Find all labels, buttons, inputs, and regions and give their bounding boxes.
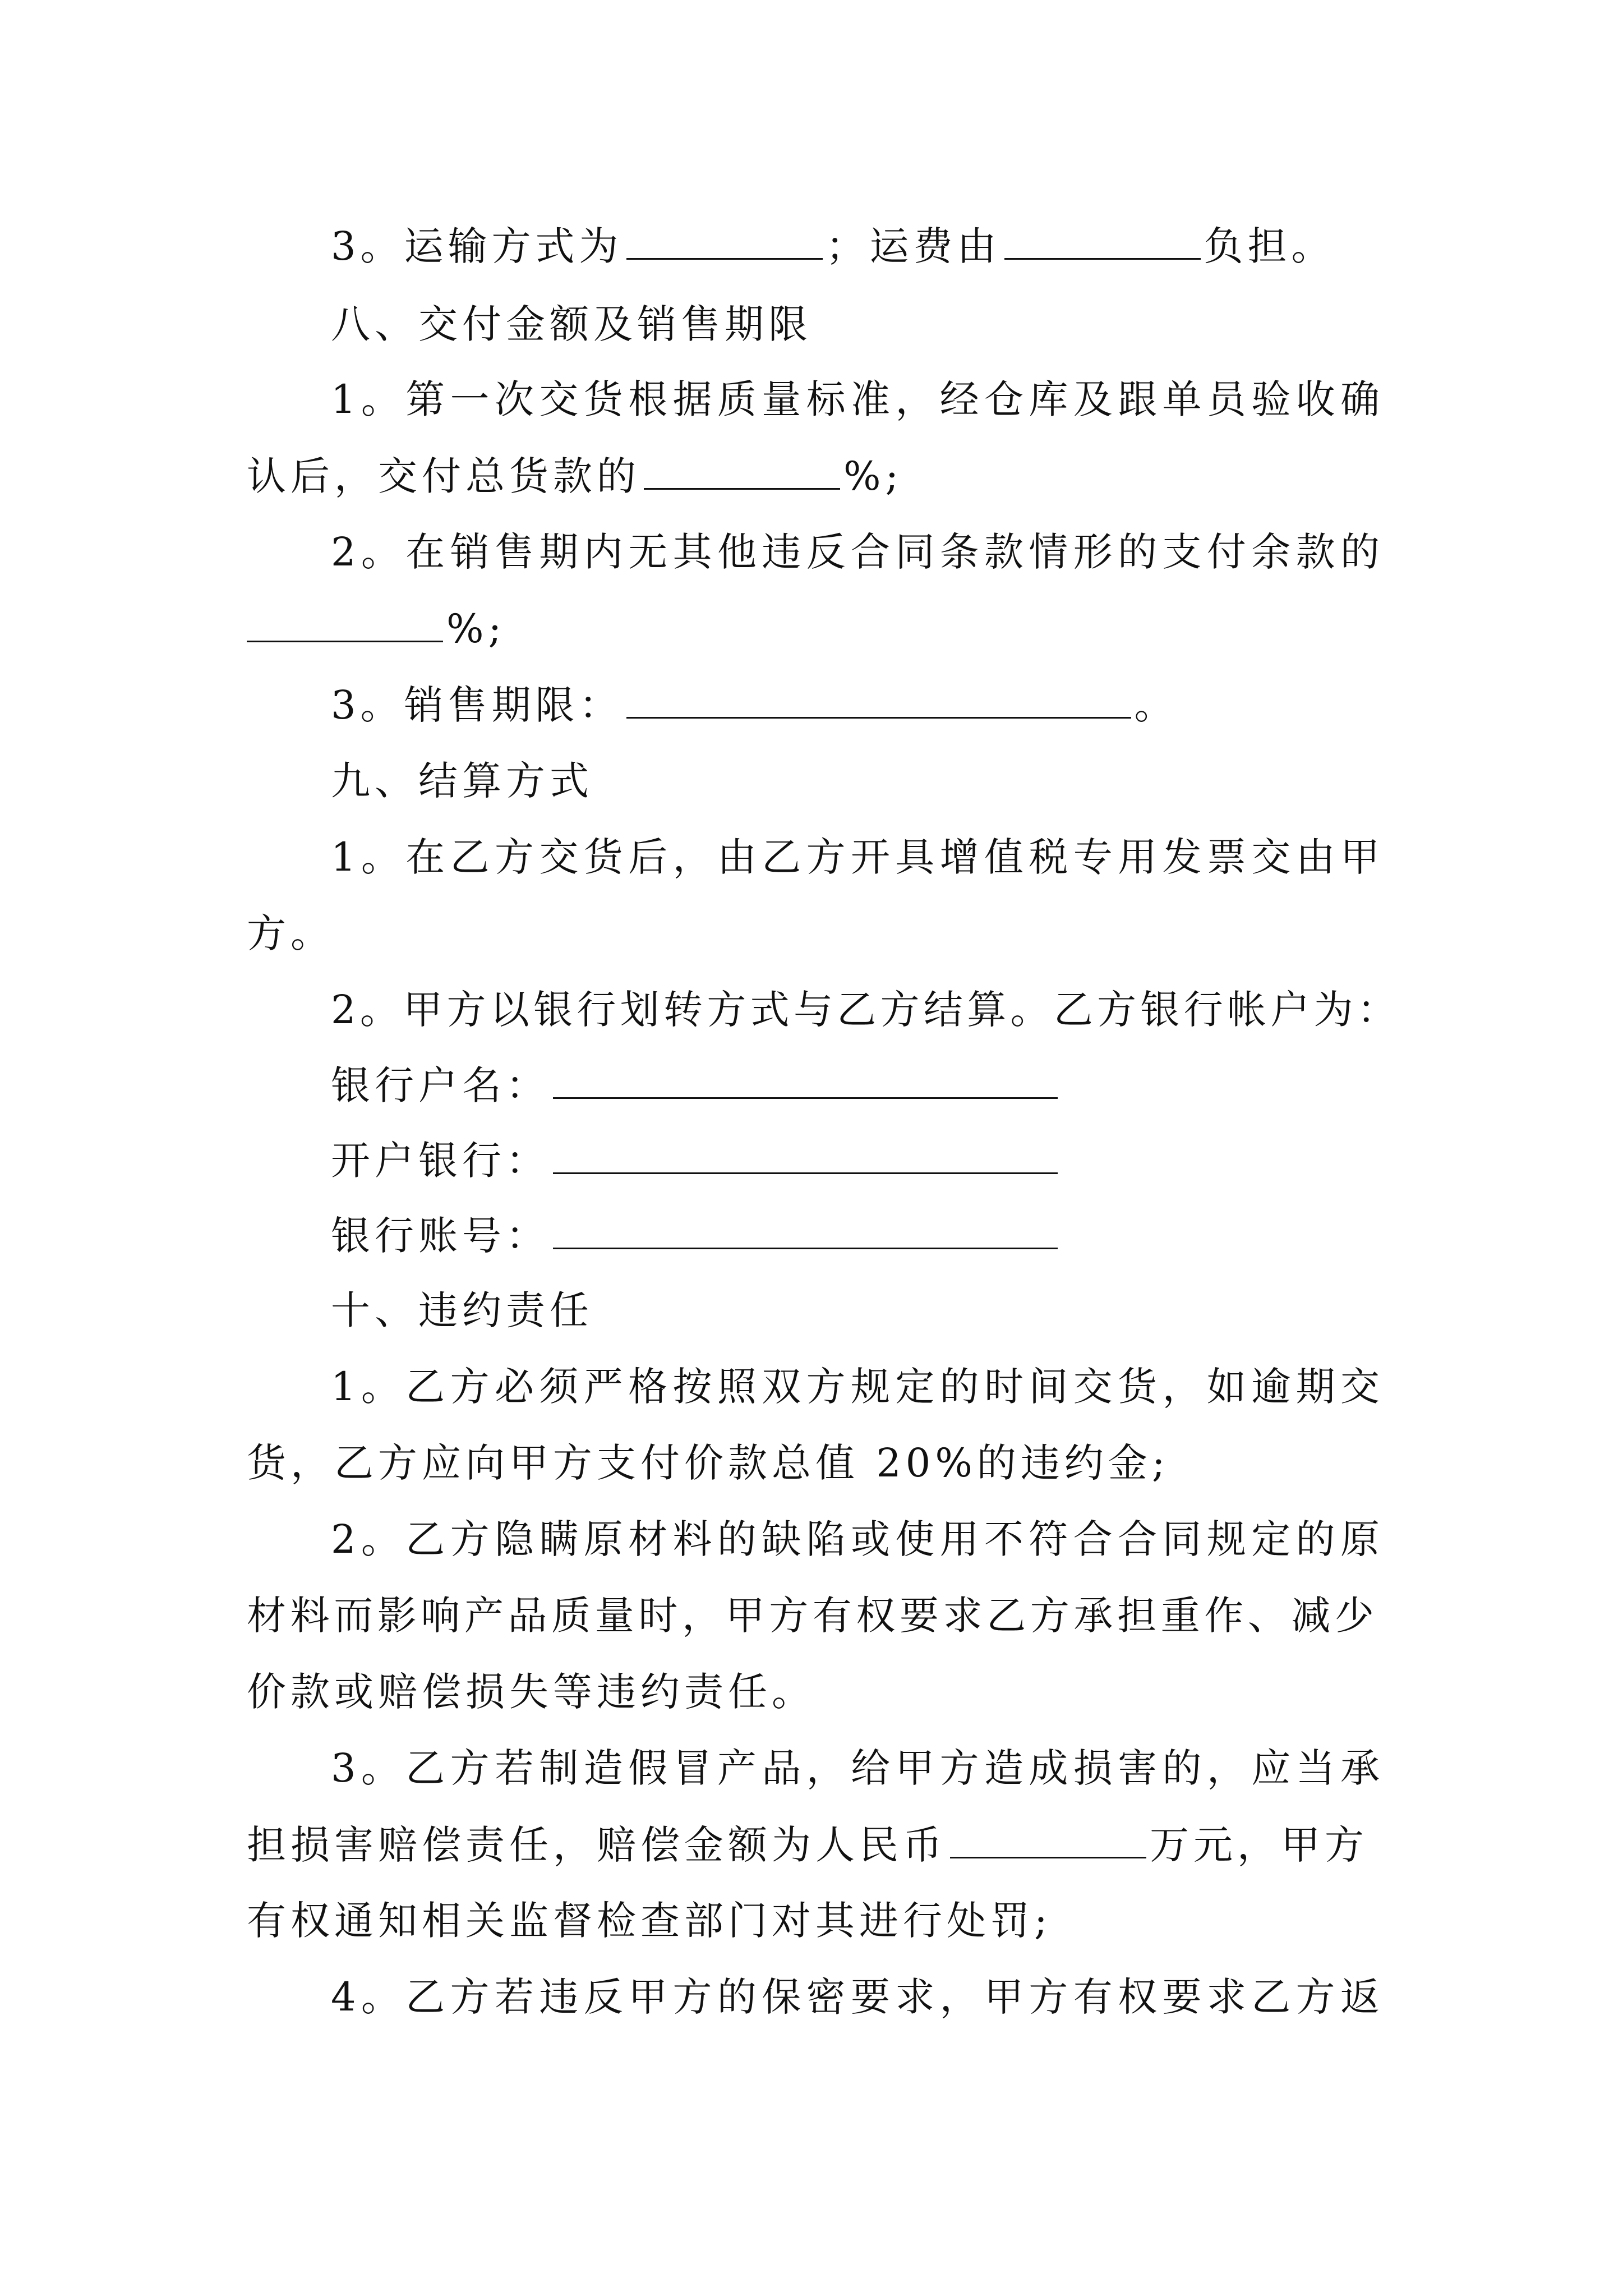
clause-8-2-line-2: %; xyxy=(247,606,506,651)
clause-10-3-line-2: 担损害赔偿责任，赔偿金额为人民币 万元，甲方 xyxy=(247,1822,1368,1868)
transport-method-blank xyxy=(626,223,823,260)
section-9-heading: 九、结算方式 xyxy=(331,758,593,804)
clause-10-3-line-1: 3。乙方若制造假冒产品，给甲方造成损害的，应当承 xyxy=(331,1745,1380,1791)
clause-9-2: 2。甲方以银行划转方式与乙方结算。乙方银行帐户为： xyxy=(331,987,1396,1033)
clause-10-2-line-3: 价款或赔偿损失等违约责任。 xyxy=(247,1669,815,1715)
clause-8-1-line-2: 认后，交付总货款的 %; xyxy=(247,453,903,499)
clause-7-3-transport: 3。运输方式为 ；运费由 负担。 xyxy=(331,223,1335,269)
clause-8-2-line-1: 2。在销售期内无其他违反合同条款情形的支付余款的 xyxy=(331,529,1380,575)
clause-10-4-line-1: 4。乙方若违反甲方的保密要求，甲方有权要求乙方返 xyxy=(331,1974,1380,2020)
section-8-heading: 八、交付金额及销售期限 xyxy=(331,301,812,347)
sales-period-blank xyxy=(626,682,1131,719)
balance-percent-blank xyxy=(247,606,443,642)
opening-bank-blank xyxy=(553,1138,1058,1174)
clause-10-1-line-1: 1。乙方必须严格按照双方规定的时间交货，如逾期交 xyxy=(331,1364,1380,1410)
bank-account-name-blank xyxy=(553,1062,1058,1099)
clause-9-1-line-2: 方。 xyxy=(247,910,334,956)
bank-account-number-blank xyxy=(553,1213,1058,1249)
clause-9-1-line-1: 1。在乙方交货后，由乙方开具增值税专用发票交由甲 xyxy=(331,834,1380,880)
bank-account-name-row: 银行户名： xyxy=(331,1062,1061,1108)
opening-bank-row: 开户银行： xyxy=(331,1138,1061,1183)
freight-payer-blank xyxy=(1004,223,1201,260)
clause-10-2-line-1: 2。乙方隐瞒原材料的缺陷或使用不符合合同规定的原 xyxy=(331,1516,1380,1562)
compensation-amount-blank xyxy=(950,1822,1146,1858)
clause-8-1-line-1: 1。第一次交货根据质量标准，经仓库及跟单员验收确 xyxy=(331,376,1380,422)
first-payment-percent-blank xyxy=(644,453,840,490)
clause-10-3-line-3: 有权通知相关监督检查部门对其进行处罚; xyxy=(247,1898,1052,1944)
bank-account-number-row: 银行账号： xyxy=(331,1213,1061,1258)
section-10-heading: 十、违约责任 xyxy=(331,1287,593,1333)
clause-10-1-line-2: 货，乙方应向甲方支付价款总值 20%的违约金; xyxy=(247,1440,1170,1486)
clause-8-3-sales-period: 3。销售期限： 。 xyxy=(331,682,1178,728)
clause-10-2-line-2: 材料而影响产品质量时，甲方有权要求乙方承担重作、减少 xyxy=(247,1593,1374,1639)
